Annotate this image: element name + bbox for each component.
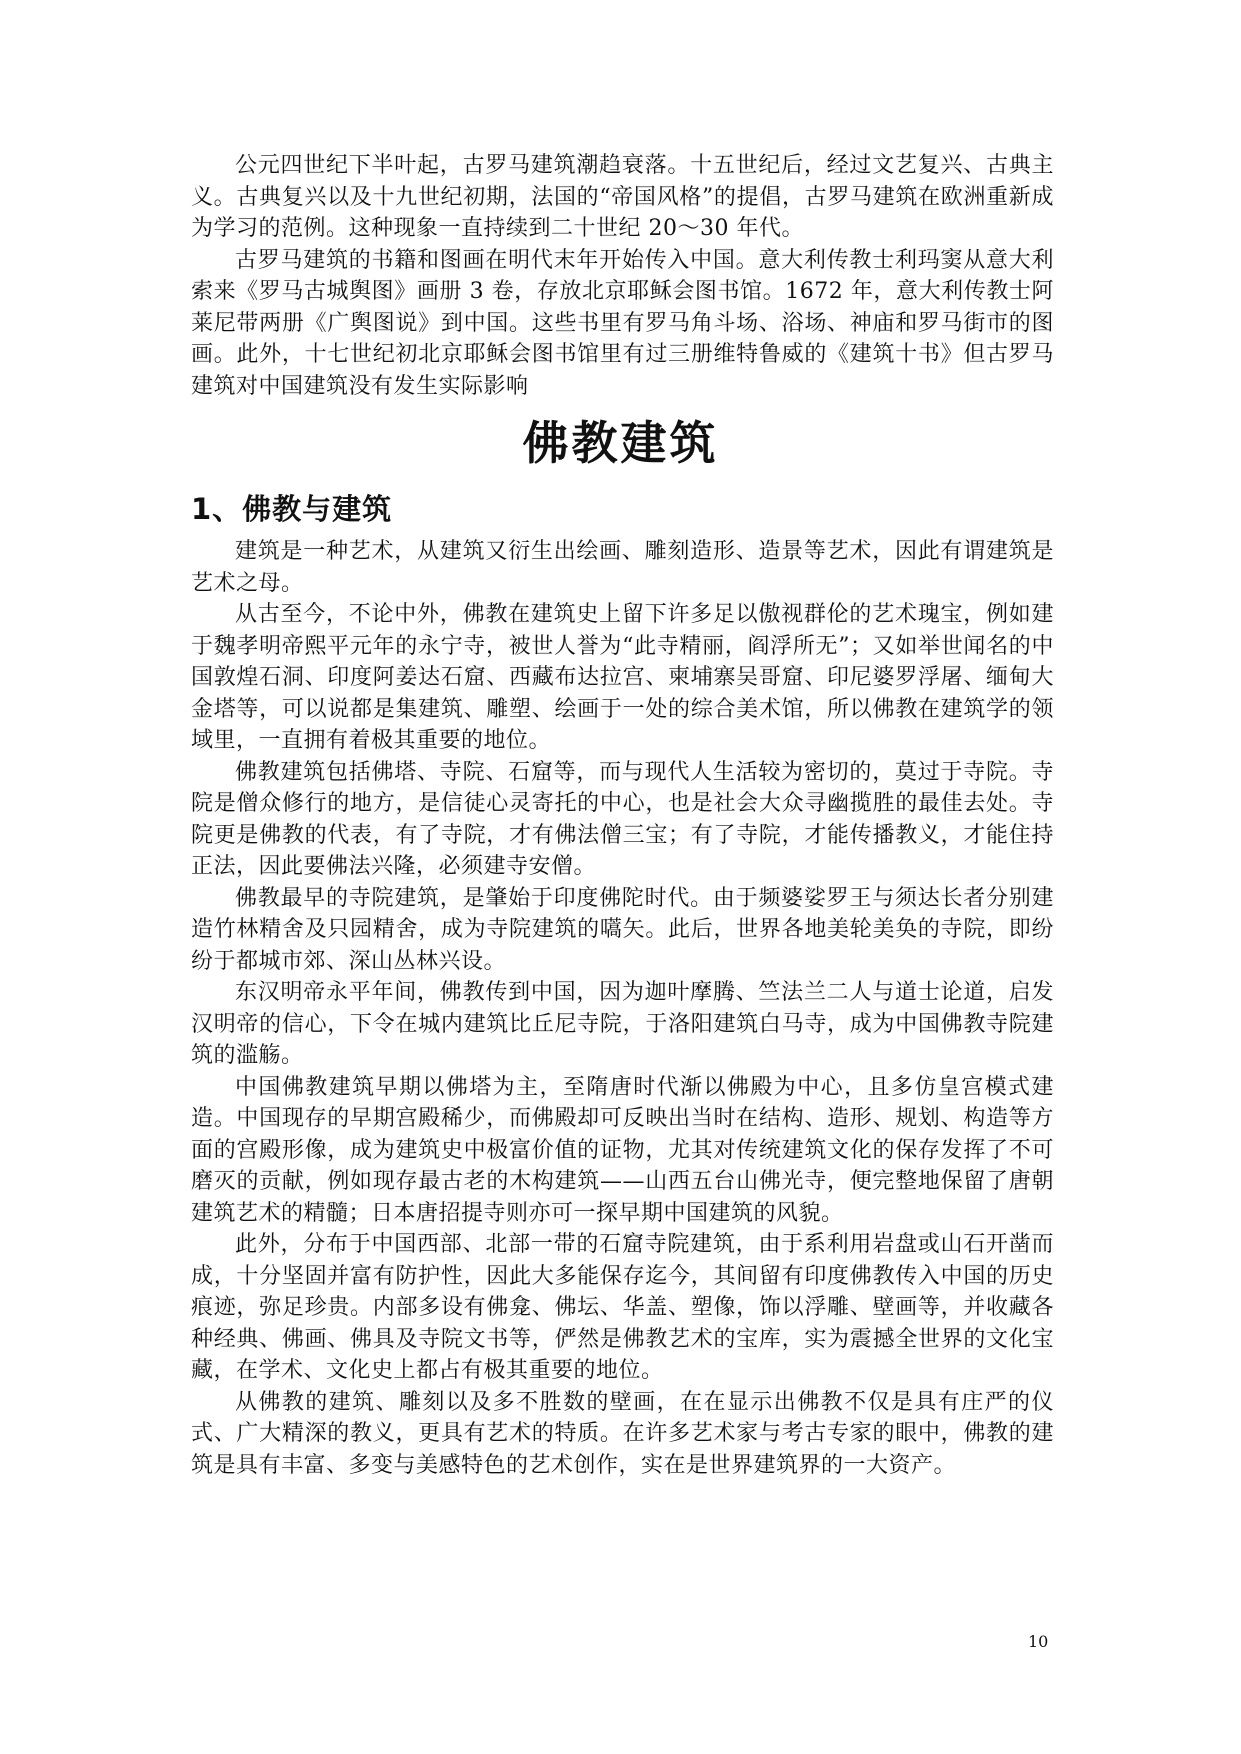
intro-paragraph: 古罗马建筑的书籍和图画在明代末年开始传入中国。意大利传教士利玛窦从意大利索来《罗马古城舆图》画册 3 卷，存放北京耶稣会图书馆。1672 年，意大利传教士阿莱尼带两册《广舆图说》到中国。这些书里有罗马角斗场、浴场、神庙和罗马街市的图画。此外，十七世纪初北京耶稣会图书馆里有过三册维特鲁威的《建筑十书》但古罗马建筑对中国建筑没有发生实际影响 (191, 247, 1054, 399)
intro-section (191, 150, 1054, 402)
page-number: 10 (1028, 1632, 1049, 1651)
body-paragraph: 从古至今，不论中外，佛教在建筑史上留下许多足以傲视群伦的艺术瑰宝，例如建于魏孝明帝熙平元年的永宁寺，被世人誉为“此寺精丽，阎浮所无”；又如举世闻名的中国敦煌石洞、印度阿姜达石窟、西藏布达拉宫、柬埔寨吴哥窟、印尼婆罗浮屠、缅甸大金塔等，可以说都是集建筑、雕塑、绘画于一处的综合美术馆，所以佛教在建筑学的领域里，一直拥有着极其重要的地位。 (191, 602, 1054, 753)
body-paragraph: 此外，分布于中国西部、北部一带的石窟寺院建筑，由于系利用岩盘或山石开凿而成，十分坚固并富有防护性，因此大多能保存迄今，其间留有印度佛教传入中国的历史痕迹，弥足珍贵。内部多设有佛龛、佛坛、华盖、塑像，饰以浮雕、壁画等，并收藏各种经典、佛画、佛具及寺院文书等，俨然是佛教艺术的宝库，实为震撼全世界的文化宝藏，在学术、文化史上都占有极其重要的地位。 (191, 1232, 1054, 1383)
body-paragraph: 东汉明帝永平年间，佛教传到中国，因为迦叶摩腾、竺法兰二人与道士论道，启发汉明帝的信心，下令在城内建筑比丘尼寺院，于洛阳建筑白马寺，成为中国佛教寺院建筑的滥觞。 (191, 980, 1054, 1068)
section-heading: 1、佛教与建筑 (191, 492, 393, 526)
intro-paragraph: 公元四世纪下半叶起，古罗马建筑潮趋衰落。十五世纪后，经过文艺复兴、古典主义。古典复兴以及十九世纪初期，法国的“帝国风格”的提倡，古罗马建筑在欧洲重新成为学习的范例。这种现象一直持续到二十世纪 20～30 年代。 (191, 153, 1054, 241)
body-paragraph: 中国佛教建筑早期以佛塔为主，至隋唐时代渐以佛殿为中心，且多仿皇宫模式建造。中国现存的早期宫殿稀少，而佛殿却可反映出当时在结构、造形、规划、构造等方面的宫殿形像，成为建筑史中极富价值的证物，尤其对传统建筑文化的保存发挥了不可磨灭的贡献，例如现存最古老的木构建筑——山西五台山佛光寺，便完整地保留了唐朝建筑艺术的精髓；日本唐招提寺则亦可一探早期中国建筑的风貌。 (191, 1074, 1054, 1226)
body-paragraph: 建筑是一种艺术，从建筑又衍生出绘画、雕刻造形、造景等艺术，因此有谓建筑是艺术之母。 (191, 539, 1054, 596)
body-paragraph: 佛教建筑包括佛塔、寺院、石窟等，而与现代人生活较为密切的，莫过于寺院。寺院是僧众修行的地方，是信徒心灵寄托的中心，也是社会大众寻幽揽胜的最佳去处。寺院更是佛教的代表，有了寺院，才有佛法僧三宝；有了寺院，才能传播教义，才能住持正法，因此要佛法兴隆，必须建寺安僧。 (191, 759, 1054, 879)
body-section (191, 536, 1054, 1481)
body-paragraph: 佛教最早的寺院建筑，是肇始于印度佛陀时代。由于频婆娑罗王与须达长者分别建造竹林精舍及只园精舍，成为寺院建筑的嚆矢。此后，世界各地美轮美奂的寺院，即纷纷于都城市郊、深山丛林兴设。 (191, 885, 1054, 974)
body-paragraph: 从佛教的建筑、雕刻以及多不胜数的壁画，在在显示出佛教不仅是具有庄严的仪式、广大精深的教义，更具有艺术的特质。在许多艺术家与考古专家的眼中，佛教的建筑是具有丰富、多变与美感特色的艺术创作，实在是世界建筑界的一大资产。 (191, 1389, 1054, 1478)
page-title: 佛教建筑 (522, 416, 719, 470)
